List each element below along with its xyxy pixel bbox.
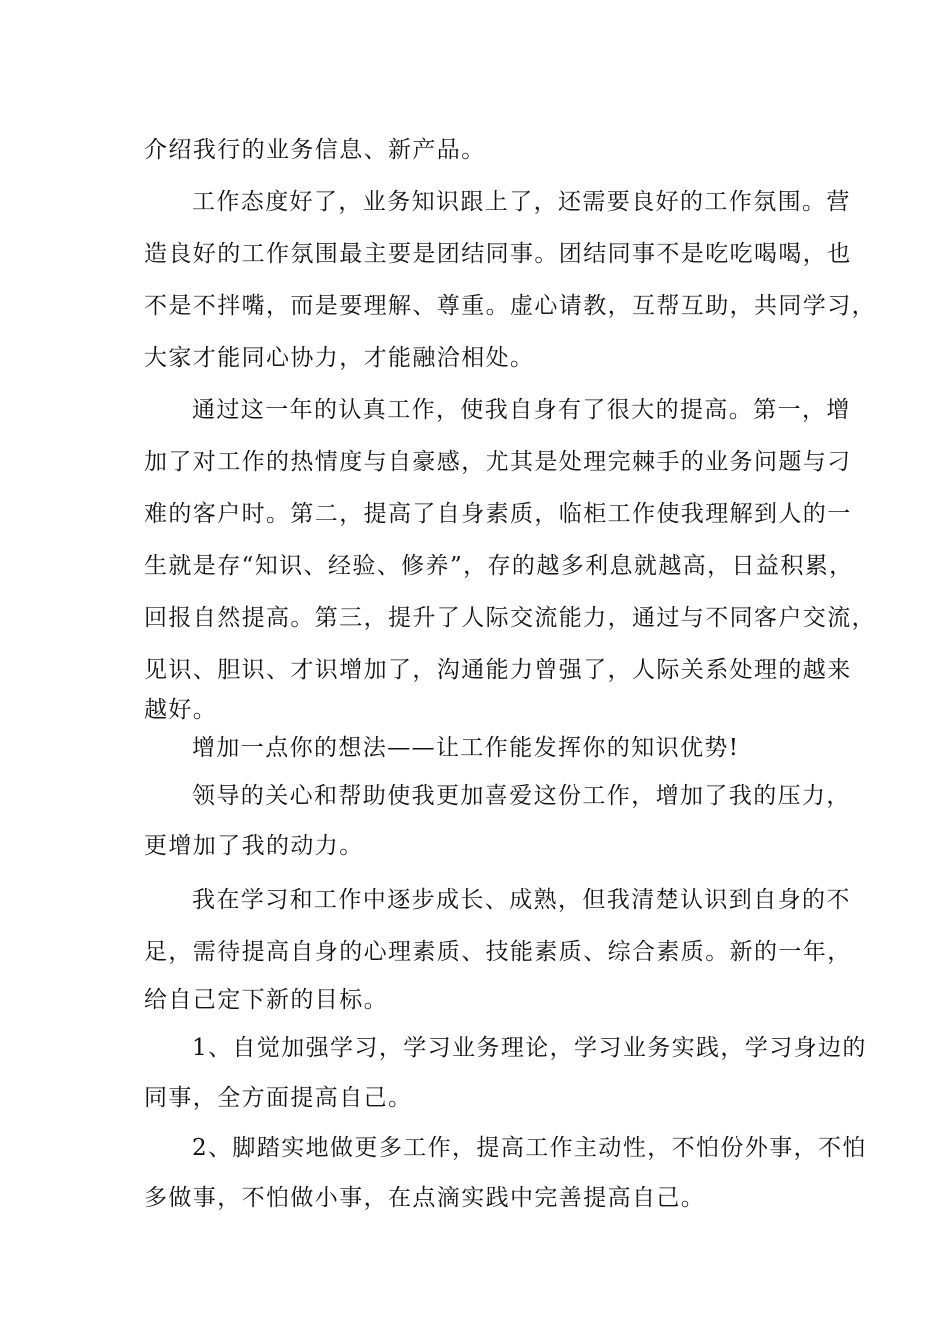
paragraph-heading: 增加一点你的想法——让工作能发挥你的知识优势! (192, 735, 740, 761)
list-item-line: 2、脚踏实地做更多工作，提高工作主动性，不怕份外事，不怕 (192, 1135, 867, 1161)
paragraph-line: 生就是存“知识、经验、修养”，存的越多利息就越高，日益积累， (144, 553, 854, 579)
paragraph-line: 工作态度好了，业务知识跟上了，还需要良好的工作氛围。营 (192, 189, 851, 215)
list-item-line: 多做事，不怕做小事，在点滴实践中完善提高自己。 (144, 1185, 706, 1211)
paragraph-line: 越好。 (144, 697, 218, 723)
paragraph-line: 介绍我行的业务信息、新产品。 (144, 137, 486, 163)
paragraph-line: 通过这一年的认真工作，使我自身有了很大的提高。第一，增 (192, 397, 851, 423)
paragraph-line: 更增加了我的动力。 (144, 833, 364, 859)
paragraph-line: 难的客户时。第二，提高了自身素质，临柜工作使我理解到人的一 (144, 501, 852, 527)
paragraph-line: 回报自然提高。第三，提升了人际交流能力，通过与不同客户交流， (144, 605, 876, 631)
paragraph-line: 领导的关心和帮助使我更加喜爱这份工作，增加了我的压力， (192, 783, 851, 809)
paragraph-line: 大家才能同心协力，才能融洽相处。 (144, 345, 535, 371)
paragraph-line: 不是不拌嘴，而是要理解、尊重。虚心请教，互帮互助，共同学习， (144, 293, 876, 319)
list-item-line: 1、自觉加强学习，学习业务理论，学习业务实践，学习身边的 (192, 1035, 867, 1061)
paragraph-line: 足，需待提高自身的心理素质、技能素质、综合素质。新的一年， (144, 939, 852, 965)
paragraph-line: 加了对工作的热情度与自豪感，尤其是处理完棘手的业务问题与刁 (144, 449, 852, 475)
paragraph-line: 见识、胆识、才识增加了，沟通能力曾强了，人际关系处理的越来 (144, 657, 852, 683)
paragraph-line: 给自己定下新的目标。 (144, 987, 388, 1013)
list-item-line: 同事，全方面提高自己。 (144, 1085, 413, 1111)
paragraph-line: 我在学习和工作中逐步成长、成熟，但我清楚认识到自身的不 (192, 887, 851, 913)
paragraph-line: 造良好的工作氛围最主要是团结同事。团结同事不是吃吃喝喝，也 (144, 241, 852, 267)
